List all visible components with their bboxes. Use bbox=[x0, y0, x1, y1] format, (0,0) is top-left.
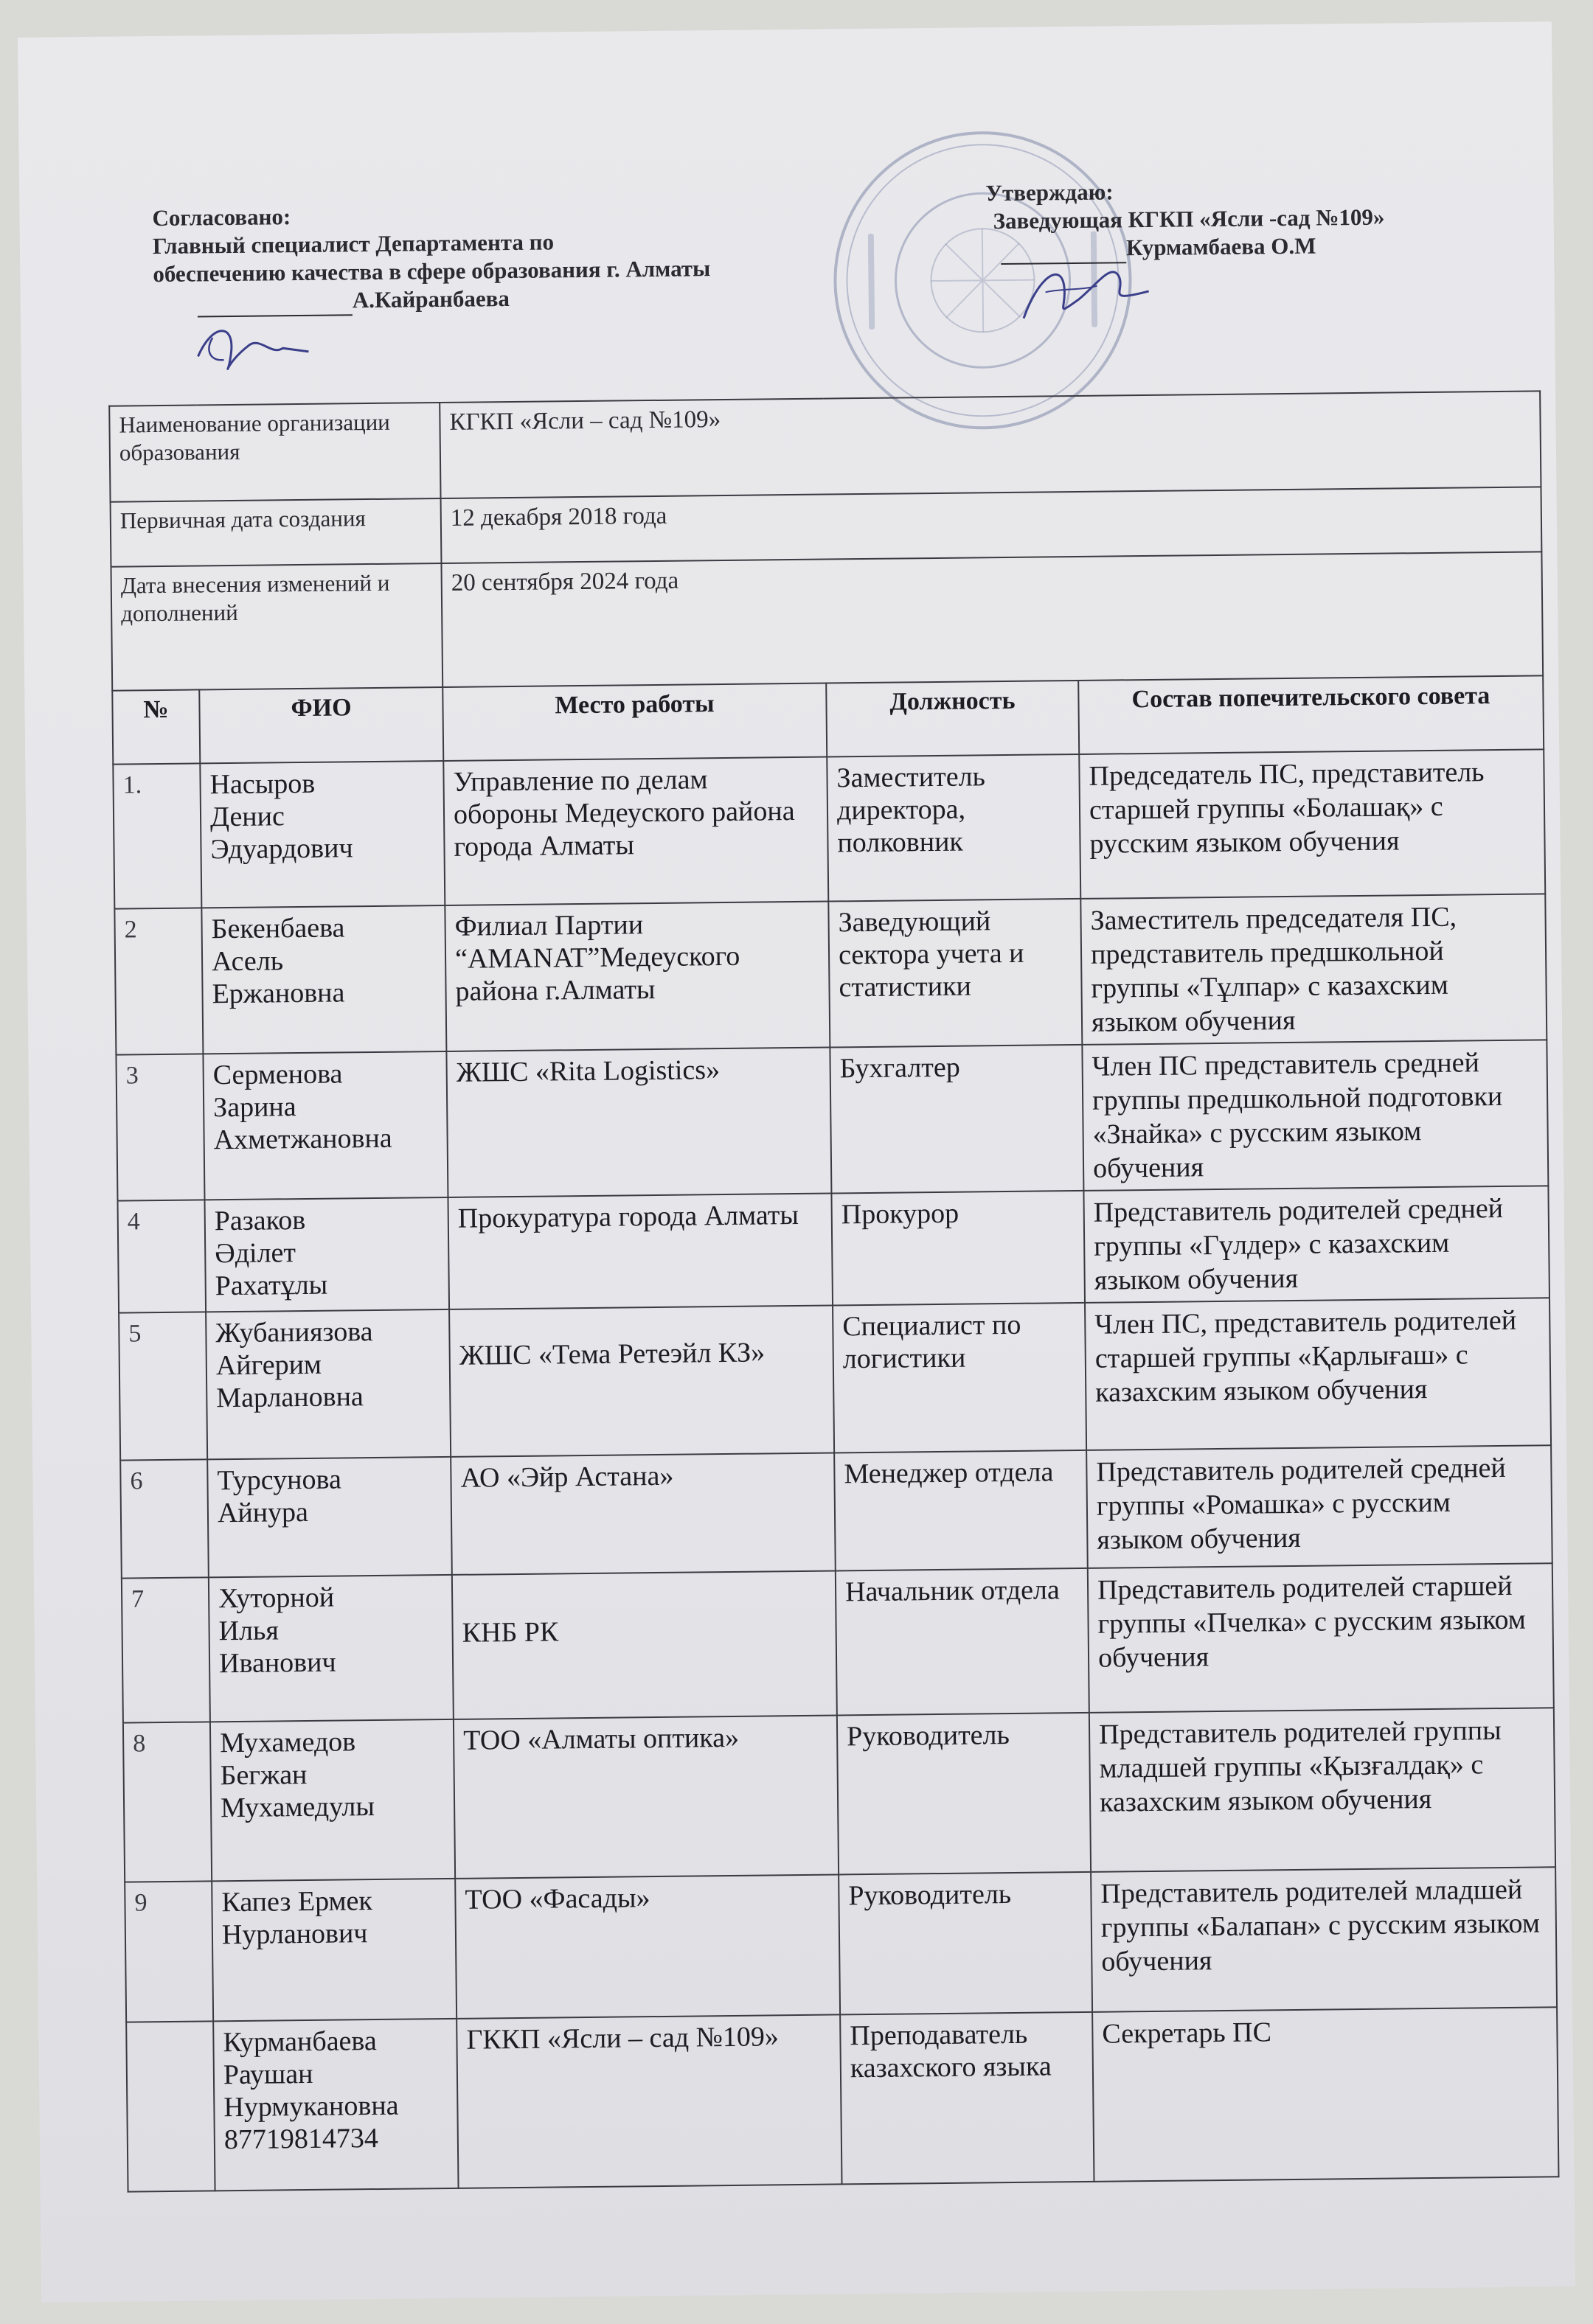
row-workplace: ТОО «Алматы оптика» bbox=[454, 1715, 839, 1878]
right-signature bbox=[1008, 247, 1156, 330]
approval-right-title: Утверждаю: bbox=[985, 178, 1114, 206]
fio-line: Рахатұлы bbox=[215, 1269, 328, 1302]
row-position: Менеджер отдела bbox=[834, 1450, 1088, 1571]
row-council-role: Член ПС представитель средней группы предшкольной подготовки «Знайка» с русским языком обучения bbox=[1082, 1040, 1548, 1191]
col-header-position: Должность bbox=[826, 681, 1079, 757]
document-page bbox=[18, 21, 1575, 2303]
row-council-role: Председатель ПС, представитель старшей группы «Болашақ» с русским языком обучения bbox=[1079, 749, 1545, 899]
row-position: Начальник отдела bbox=[836, 1568, 1089, 1716]
info-changed-value: 20 сентября 2024 года bbox=[441, 552, 1543, 687]
row-number: 7 bbox=[122, 1577, 210, 1722]
fio-line: Әділет bbox=[215, 1237, 296, 1270]
table-row bbox=[120, 1445, 1552, 1578]
row-position: Преподаватель казахского языка bbox=[840, 2012, 1094, 2185]
row-council-role: Представитель родителей средней группы «Гүлдер» с казахским языком обучения bbox=[1083, 1186, 1549, 1303]
row-position: Руководитель bbox=[839, 1872, 1092, 2015]
fio-line: Бегжан bbox=[220, 1758, 308, 1792]
trustee-council-table bbox=[108, 390, 1559, 2192]
fio-line: Айгерим bbox=[215, 1349, 322, 1382]
table-row bbox=[126, 2007, 1558, 2191]
row-council-role: Заместитель председателя ПС, представитель предшкольной группы «Тұлпар» с казахским языком обучения bbox=[1080, 894, 1547, 1045]
row-number: 2 bbox=[114, 908, 203, 1054]
row-number: 8 bbox=[123, 1722, 212, 1882]
row-position: Прокурор bbox=[831, 1191, 1085, 1306]
info-org-label: Наименование организации образования bbox=[109, 403, 440, 502]
row-number bbox=[126, 2021, 215, 2191]
row-fio bbox=[200, 761, 445, 908]
table-row bbox=[123, 1708, 1555, 1882]
table-row bbox=[116, 1040, 1548, 1200]
row-position: Заведующий сектора учета и статистики bbox=[828, 899, 1082, 1048]
row-council-role: Член ПС, представитель родителей старшей группы «Қарлығаш» с казахским языком обучения bbox=[1085, 1298, 1551, 1450]
fio-line: Айнура bbox=[217, 1496, 309, 1529]
row-fio bbox=[213, 2019, 458, 2191]
row-fio bbox=[210, 1719, 455, 1881]
info-org-value: КГКП «Ясли – сад №109» bbox=[440, 391, 1541, 498]
row-council-role: Представитель родителей старшей группы «Пчелка» с русским языком обучения bbox=[1088, 1563, 1554, 1713]
row-number: 3 bbox=[116, 1054, 204, 1200]
left-signature bbox=[190, 315, 316, 375]
info-created-label: Первичная дата создания bbox=[111, 498, 442, 567]
fio-line: Хуторной bbox=[218, 1582, 335, 1615]
row-workplace: АО «Эйр Астана» bbox=[451, 1452, 836, 1574]
row-workplace: ЖШС «Rita Logistics» bbox=[446, 1048, 831, 1197]
row-fio bbox=[206, 1309, 451, 1459]
approval-left-title: Согласовано: bbox=[152, 203, 291, 232]
fio-line: Иванович bbox=[218, 1646, 336, 1680]
row-workplace: ГККП «Ясли – сад №109» bbox=[457, 2014, 841, 2188]
row-workplace: Филиал Партии “AMANAT”Медеуского района г.Алматы bbox=[445, 902, 830, 1051]
fio-line: Курманбаева bbox=[223, 2025, 377, 2059]
row-position: Руководитель bbox=[837, 1713, 1091, 1875]
fio-line: Денис bbox=[209, 801, 285, 833]
table-row bbox=[114, 894, 1547, 1054]
fio-line: Ержановна bbox=[212, 977, 345, 1010]
table-row bbox=[113, 749, 1545, 908]
fio-line: Ахметжановна bbox=[213, 1122, 392, 1156]
row-number: 6 bbox=[120, 1459, 209, 1578]
fio-line: Раушан bbox=[223, 2058, 313, 2091]
table-row bbox=[119, 1298, 1551, 1460]
fio-line: Бекенбаева bbox=[211, 912, 345, 945]
fio-line: Мухамедов bbox=[219, 1726, 356, 1759]
approval-right-signer: Курмамбаева О.М bbox=[1125, 232, 1316, 261]
fio-line: Жубаниязова bbox=[215, 1316, 373, 1349]
row-council-role: Секретарь ПС bbox=[1092, 2007, 1558, 2182]
row-workplace: ЖШС «Тема Ретеэйл КЗ» bbox=[449, 1305, 834, 1456]
approval-left-line2: обеспечению качества в сфере образования г. Алматы bbox=[153, 255, 711, 288]
fio-line: Нурланович bbox=[221, 1918, 368, 1951]
row-fio bbox=[212, 1879, 457, 2021]
col-header-council-role: Состав попечительского совета bbox=[1078, 675, 1544, 754]
approval-left-block bbox=[152, 196, 965, 319]
col-header-num: № bbox=[112, 689, 200, 764]
row-fio bbox=[204, 1197, 449, 1312]
row-number: 9 bbox=[125, 1881, 213, 2022]
row-workplace: Управление по делам обороны Медеуского района города Алматы bbox=[443, 757, 828, 905]
row-fio bbox=[207, 1457, 452, 1577]
row-council-role: Представитель родителей младшей группы «Балапан» с русским языком обучения bbox=[1091, 1867, 1557, 2012]
fio-line: Насыров bbox=[209, 768, 316, 801]
row-workplace: ТОО «Фасады» bbox=[455, 1874, 840, 2018]
fio-line: Асель bbox=[211, 945, 284, 978]
fio-line: Разаков bbox=[214, 1204, 306, 1237]
fio-line: Капез Ермек bbox=[221, 1885, 373, 1918]
fio-line: Зарина bbox=[212, 1091, 296, 1124]
fio-line: Нурмукановна bbox=[223, 2090, 399, 2123]
row-workplace: Прокуратура города Алматы bbox=[448, 1194, 833, 1309]
row-position: Бухгалтер bbox=[830, 1045, 1083, 1194]
approval-left-signer: А.Кайранбаева bbox=[352, 285, 510, 313]
row-position: Заместитель директора, полковник bbox=[827, 754, 1080, 902]
fio-line: Серменова bbox=[212, 1058, 343, 1091]
row-number: 1. bbox=[113, 763, 201, 908]
info-row-changed bbox=[111, 552, 1543, 690]
row-council-role: Представитель родителей группы младшей группы «Қызғалдақ» с казахским языком обучения bbox=[1089, 1708, 1555, 1872]
row-council-role: Представитель родителей средней группы «Ромашка» с русским языком обучения bbox=[1086, 1445, 1552, 1568]
approval-right-line1: Заведующая КГКП «Ясли -сад №109» bbox=[993, 203, 1385, 234]
table-row bbox=[118, 1186, 1549, 1312]
fio-line: Марлановна bbox=[216, 1381, 364, 1414]
info-row-organization bbox=[109, 391, 1541, 501]
table-row bbox=[125, 1867, 1557, 2022]
row-number: 5 bbox=[119, 1312, 207, 1460]
fio-line: Турсунова bbox=[217, 1464, 342, 1497]
info-created-value: 12 декабря 2018 года bbox=[441, 487, 1542, 563]
col-header-workplace: Место работы bbox=[442, 683, 827, 761]
row-fio bbox=[201, 905, 446, 1054]
fio-line: Мухамедулы bbox=[220, 1791, 375, 1824]
col-header-name: ФИО bbox=[199, 687, 443, 763]
fio-line: Эдуардович bbox=[210, 832, 353, 866]
fio-line: Илья bbox=[218, 1615, 280, 1647]
fio-phone: 87719814734 bbox=[223, 2123, 379, 2156]
row-position: Специалист по логистики bbox=[833, 1303, 1086, 1453]
approval-left-line1: Главный специалист Департамента по bbox=[152, 229, 555, 260]
row-fio bbox=[209, 1575, 454, 1722]
row-number: 4 bbox=[118, 1200, 206, 1312]
row-workplace: КНБ РК bbox=[452, 1570, 837, 1719]
info-changed-label: Дата внесения изменений и дополнений bbox=[111, 563, 442, 691]
row-fio bbox=[203, 1051, 448, 1200]
table-row bbox=[122, 1563, 1554, 1722]
